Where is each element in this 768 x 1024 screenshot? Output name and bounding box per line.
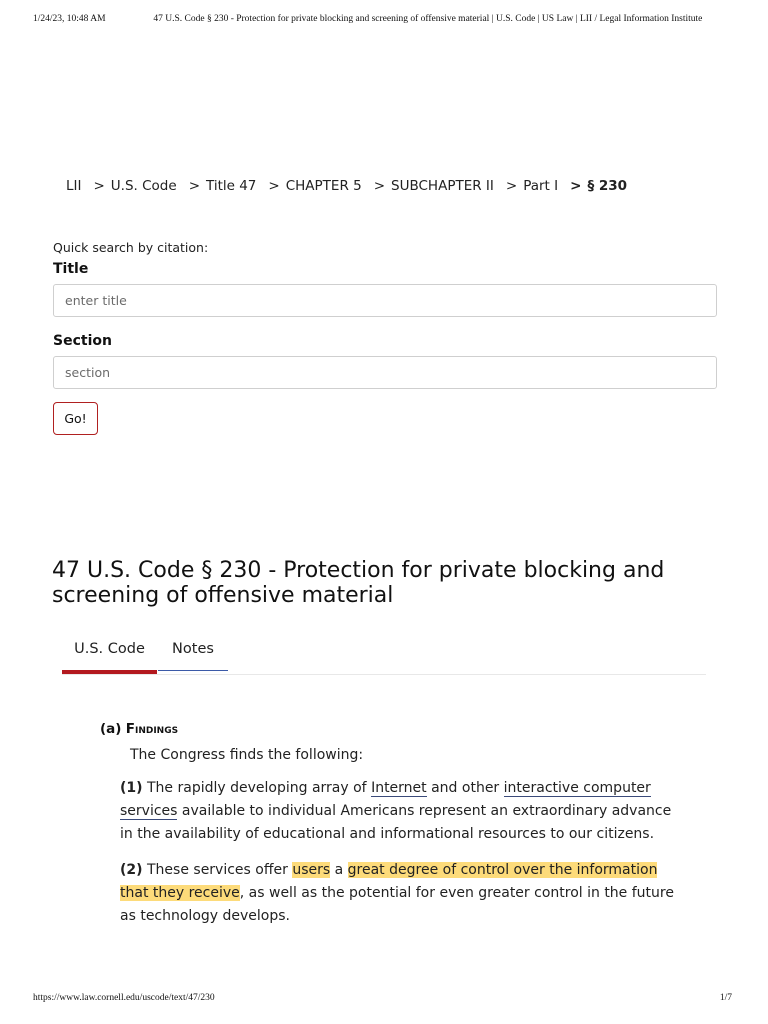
print-page-number: 1/7 <box>719 993 732 1003</box>
section-label: Section <box>53 333 112 349</box>
title-label: Title <box>53 261 89 277</box>
print-url: https://www.law.cornell.edu/uscode/text/47/230 <box>33 993 215 1003</box>
paragraph-text: a <box>330 862 348 878</box>
breadcrumb-separator: > <box>505 178 518 194</box>
subsection-number: (a) <box>100 721 122 737</box>
print-header <box>33 14 732 24</box>
breadcrumb-subchapter-ii[interactable]: SUBCHAPTER II <box>391 178 494 194</box>
citation-search-form <box>53 240 717 435</box>
breadcrumb-lii[interactable]: LII <box>66 178 82 194</box>
go-button[interactable]: Go! <box>53 402 98 435</box>
print-footer <box>33 993 732 1003</box>
tab-bar <box>62 636 706 675</box>
paragraph-text: The rapidly developing array of <box>147 780 372 796</box>
title-input[interactable] <box>53 284 717 317</box>
tab-us-code[interactable]: U.S. Code <box>62 636 157 674</box>
breadcrumb-separator: > <box>268 178 280 194</box>
section-input[interactable] <box>53 356 717 389</box>
breadcrumb-title-47[interactable]: Title 47 <box>206 178 257 194</box>
paragraph-text: and other <box>426 780 504 796</box>
print-datetime: 1/24/23, 10:48 AM <box>33 14 106 24</box>
breadcrumb-current: § 230 <box>587 178 628 194</box>
paragraph-1 <box>120 777 680 846</box>
statute-text <box>100 721 680 941</box>
paragraph-text: available to individual Americans represent an extraordinary advance in the availability of educational and informational resources to our citizens. <box>120 803 672 842</box>
paragraph-number: (2) <box>120 862 143 878</box>
breadcrumb <box>66 178 627 194</box>
subsection-title: Findings <box>125 721 179 737</box>
term-link-internet[interactable]: Internet <box>371 780 427 796</box>
findings-intro: The Congress finds the following: <box>130 747 364 763</box>
paragraph-2 <box>120 859 680 928</box>
paragraph-number: (1) <box>120 780 143 796</box>
paragraph-text: , as well as the potential for even greater control in the future as technology develops. <box>120 885 674 924</box>
highlight-control: great degree of control over the information that they receive <box>120 862 658 901</box>
highlight-users: users <box>292 862 331 878</box>
breadcrumb-separator: > <box>188 178 200 194</box>
breadcrumb-us-code[interactable]: U.S. Code <box>110 178 177 194</box>
paragraph-text: These services offer <box>147 862 293 878</box>
tab-notes[interactable]: Notes <box>158 636 228 671</box>
breadcrumb-part-i[interactable]: Part I <box>523 178 559 194</box>
print-doc-title: 47 U.S. Code § 230 - Protection for private blocking and screening of offensive material | U.S. Code | US Law | LII / Legal Information Institute <box>153 14 703 24</box>
search-intro: Quick search by citation: <box>53 240 209 255</box>
subsection-heading <box>100 721 680 737</box>
page-title: 47 U.S. Code § 230 - Protection for private blocking and screening of offensive material <box>52 558 665 608</box>
breadcrumb-separator: > <box>93 178 105 194</box>
breadcrumb-separator: > <box>570 178 582 194</box>
breadcrumb-separator: > <box>373 178 386 194</box>
breadcrumb-chapter-5[interactable]: CHAPTER 5 <box>285 178 362 194</box>
term-link-interactive-computer-services[interactable]: interactive computer services <box>120 780 651 819</box>
